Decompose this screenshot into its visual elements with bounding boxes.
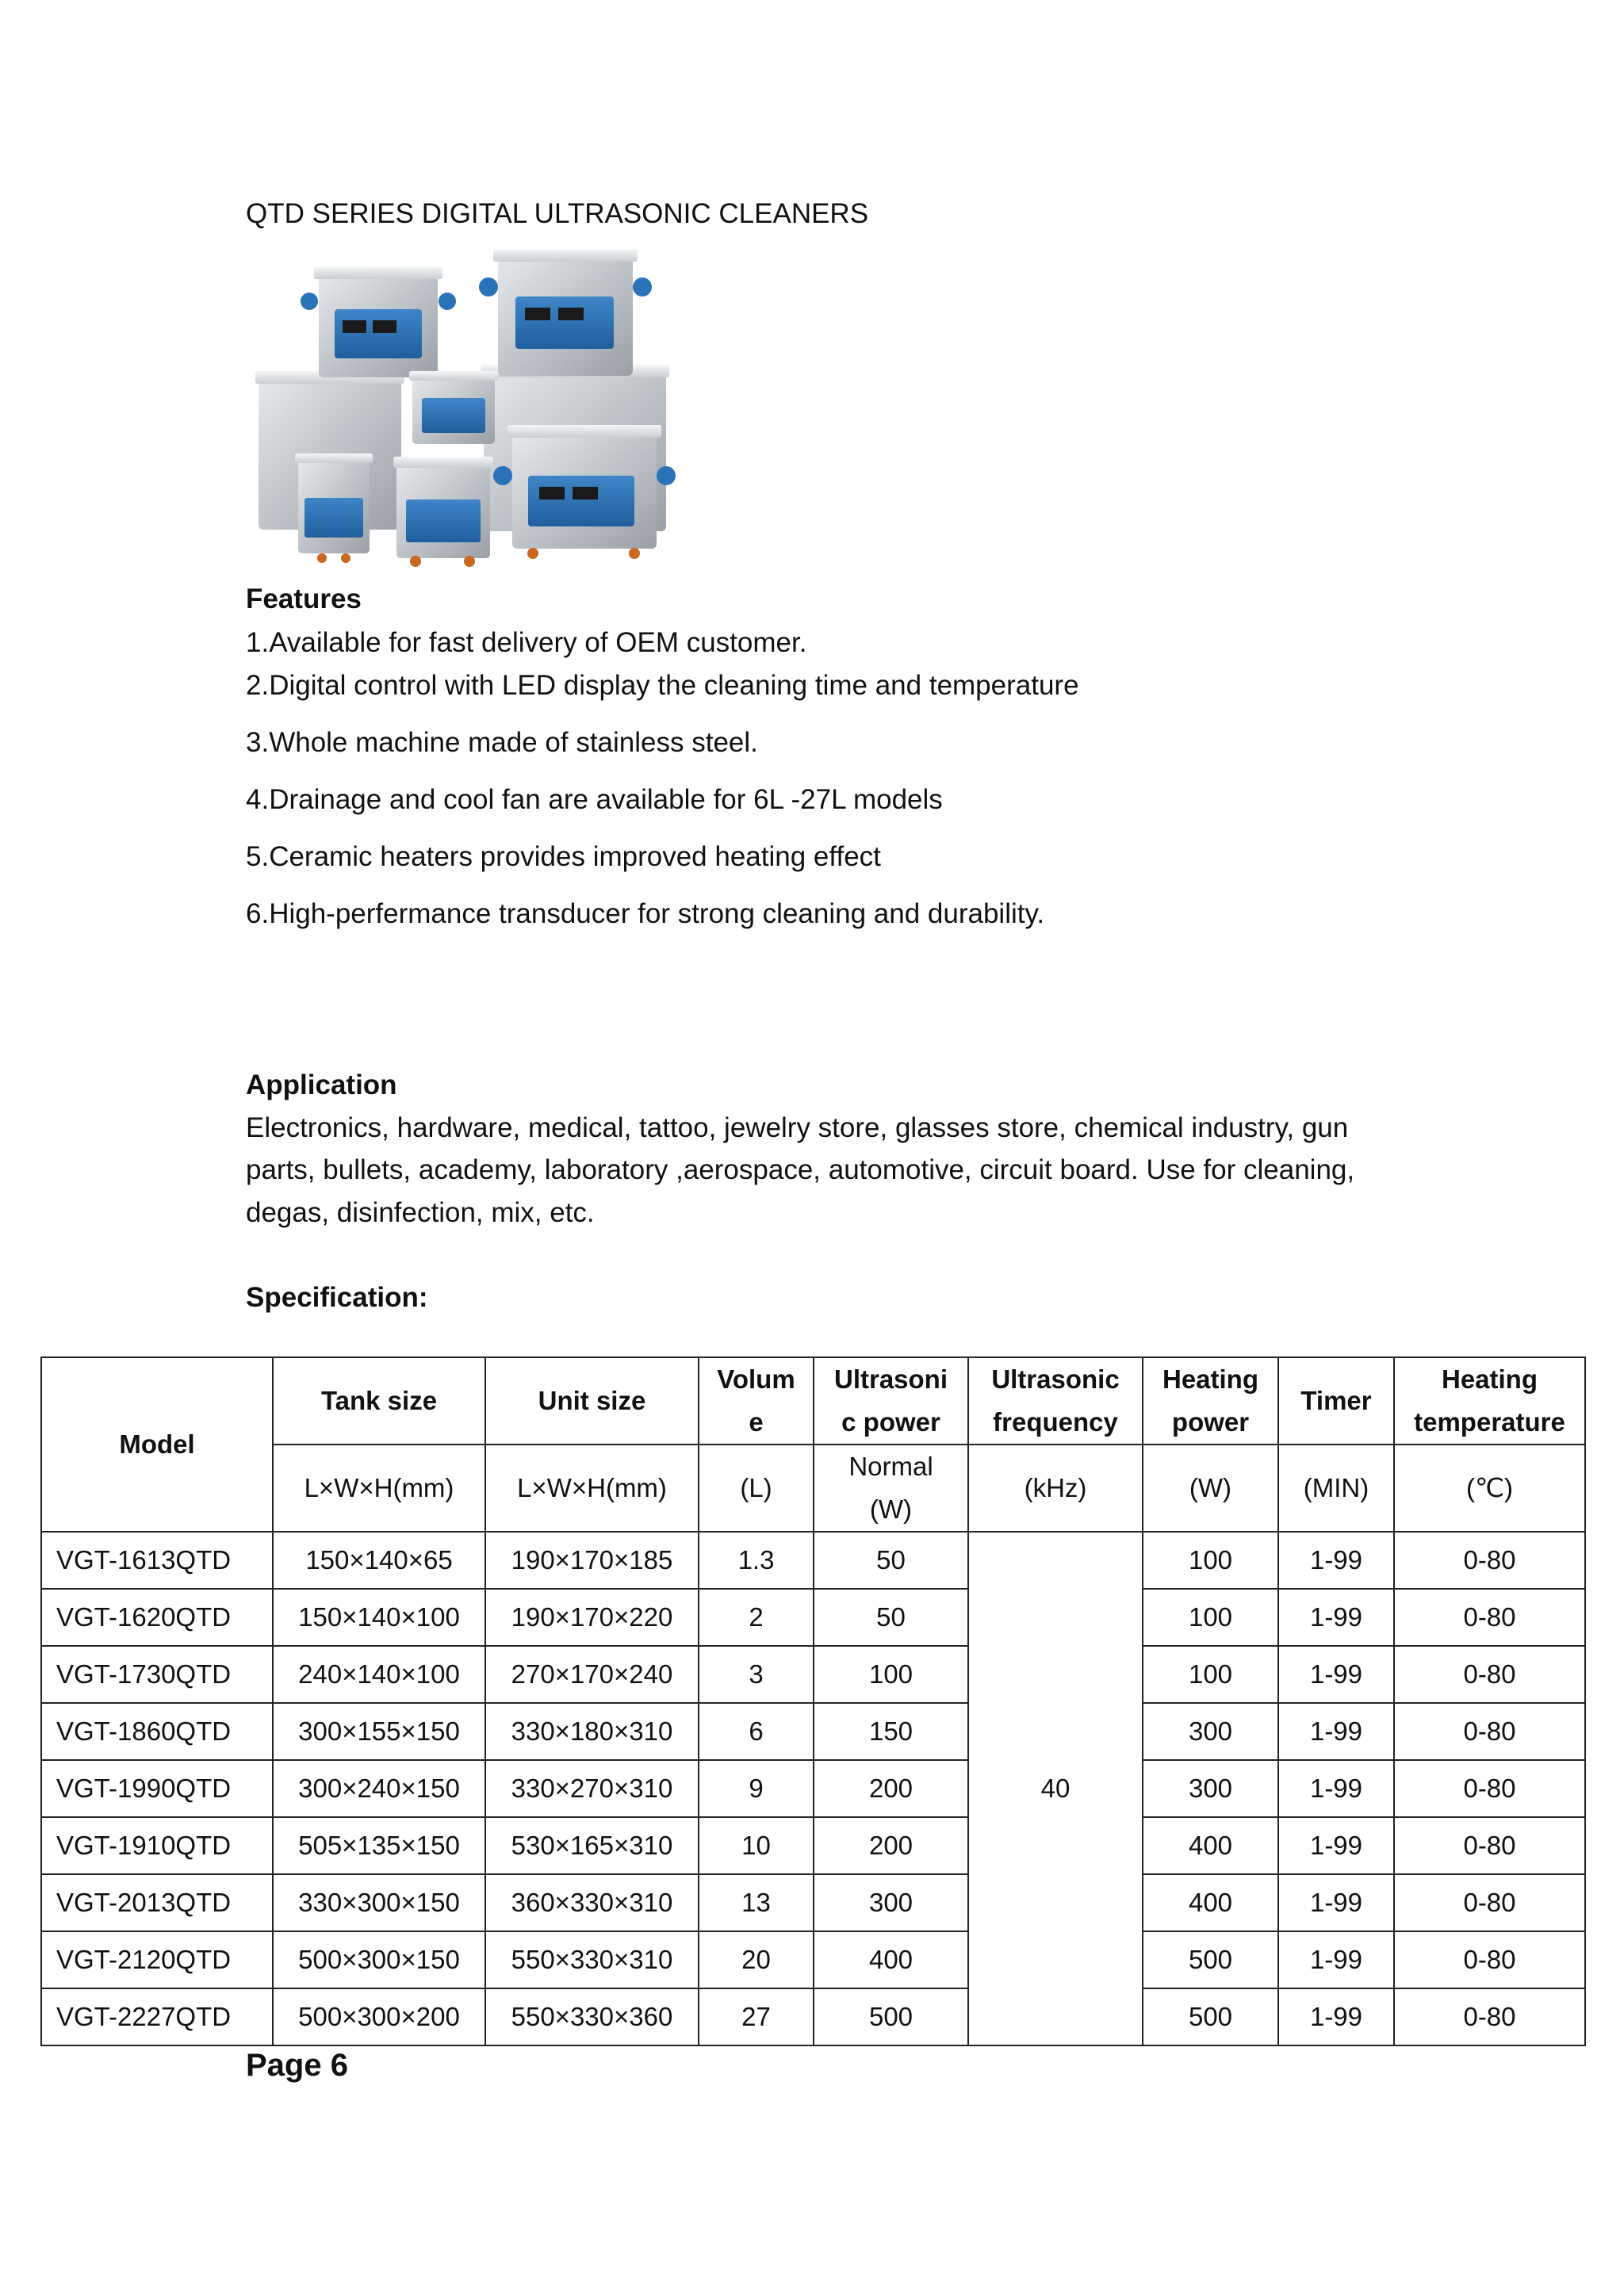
cell-tank: 150×140×100	[273, 1589, 485, 1646]
cell-power: 500	[814, 1988, 968, 2045]
header-power-line2: c power	[841, 1407, 940, 1437]
cell-unit: 330×180×310	[485, 1703, 699, 1760]
cell-unit: 550×330×360	[485, 1988, 699, 2045]
table-row	[41, 1874, 1585, 1931]
cell-heat: 500	[1143, 1988, 1278, 2045]
table-row	[41, 1988, 1585, 2045]
specification-table	[40, 1357, 1586, 2046]
cell-timer: 1-99	[1278, 1760, 1394, 1817]
cell-volume: 9	[699, 1760, 814, 1817]
application-text-line: parts, bullets, academy, laboratory ,aerospace, automotive, circuit board. Use for cleaning,	[246, 1154, 1355, 1185]
unit-timer: (MIN)	[1278, 1445, 1394, 1532]
cell-volume: 6	[699, 1703, 814, 1760]
cell-volume: 1.3	[699, 1532, 814, 1589]
cell-timer: 1-99	[1278, 1817, 1394, 1874]
cell-heat: 500	[1143, 1931, 1278, 1988]
product-photo	[246, 246, 687, 572]
cell-heat: 400	[1143, 1817, 1278, 1874]
specification-heading: Specification:	[246, 1282, 428, 1313]
cell-temp: 0-80	[1394, 1931, 1585, 1988]
header-volume-line1: Volum	[717, 1364, 795, 1394]
cell-temp: 0-80	[1394, 1703, 1585, 1760]
cell-heat: 400	[1143, 1874, 1278, 1931]
header-ultrasonic-frequency	[968, 1357, 1143, 1445]
header-heat-line2: power	[1171, 1407, 1250, 1437]
cell-timer: 1-99	[1278, 1988, 1394, 2045]
cell-temp: 0-80	[1394, 1817, 1585, 1874]
cell-model: VGT-2120QTD	[41, 1931, 273, 1988]
application-heading: Application	[246, 1070, 397, 1100]
cell-model: VGT-2013QTD	[41, 1874, 273, 1931]
header-power-line1: Ultrasoni	[833, 1364, 948, 1394]
unit-tank-size: L×W×H(mm)	[273, 1445, 485, 1532]
cell-temp: 0-80	[1394, 1532, 1585, 1589]
cell-volume: 3	[699, 1646, 814, 1703]
cell-timer: 1-99	[1278, 1646, 1394, 1703]
cell-unit: 330×270×310	[485, 1760, 699, 1817]
header-volume-line2: e	[749, 1407, 764, 1437]
table-row	[41, 1589, 1585, 1646]
table-row	[41, 1931, 1585, 1988]
cell-heat: 300	[1143, 1760, 1278, 1817]
header-timer: Timer	[1278, 1357, 1394, 1445]
cell-model: VGT-1620QTD	[41, 1589, 273, 1646]
cell-volume: 27	[699, 1988, 814, 2045]
cell-frequency: 40	[968, 1532, 1143, 2045]
header-heating-temperature	[1394, 1357, 1585, 1445]
cell-tank: 505×135×150	[273, 1817, 485, 1874]
cell-temp: 0-80	[1394, 1646, 1585, 1703]
cell-temp: 0-80	[1394, 1760, 1585, 1817]
cell-unit: 190×170×220	[485, 1589, 699, 1646]
cell-unit: 530×165×310	[485, 1817, 699, 1874]
header-unit-size: Unit size	[485, 1357, 699, 1445]
cell-model: VGT-1910QTD	[41, 1817, 273, 1874]
cell-power: 200	[814, 1817, 968, 1874]
application-text-line: Electronics, hardware, medical, tattoo, jewelry store, glasses store, chemical industry, gun	[246, 1112, 1349, 1143]
unit-volume: (L)	[699, 1445, 814, 1532]
header-freq-line2: frequency	[993, 1407, 1118, 1437]
page-number: Page 6	[246, 2048, 348, 2083]
unit-heating-power: (W)	[1143, 1445, 1278, 1532]
header-model: Model	[41, 1357, 273, 1532]
cell-model: VGT-1730QTD	[41, 1646, 273, 1703]
cell-timer: 1-99	[1278, 1589, 1394, 1646]
cell-model: VGT-1613QTD	[41, 1532, 273, 1589]
cell-tank: 240×140×100	[273, 1646, 485, 1703]
cell-power: 50	[814, 1532, 968, 1589]
unit-unit-size: L×W×H(mm)	[485, 1445, 699, 1532]
cell-tank: 300×155×150	[273, 1703, 485, 1760]
cell-temp: 0-80	[1394, 1874, 1585, 1931]
feature-item: 2.Digital control with LED display the cleaning time and temperature	[246, 670, 1079, 701]
table-row	[41, 1646, 1585, 1703]
cell-volume: 13	[699, 1874, 814, 1931]
cell-power: 50	[814, 1589, 968, 1646]
cell-heat: 100	[1143, 1532, 1278, 1589]
header-heating-power	[1143, 1357, 1278, 1445]
cell-tank: 500×300×150	[273, 1931, 485, 1988]
page-title: QTD SERIES DIGITAL ULTRASONIC CLEANERS	[246, 198, 869, 229]
cell-unit: 190×170×185	[485, 1532, 699, 1589]
feature-item: 4.Drainage and cool fan are available for 6L -27L models	[246, 784, 943, 815]
table-row	[41, 1760, 1585, 1817]
application-text-line: degas, disinfection, mix, etc.	[246, 1197, 595, 1228]
table-row	[41, 1703, 1585, 1760]
cell-model: VGT-2227QTD	[41, 1988, 273, 2045]
cell-power: 200	[814, 1760, 968, 1817]
features-heading: Features	[246, 584, 362, 614]
feature-item: 6.High-perfermance transducer for strong cleaning and durability.	[246, 898, 1045, 929]
header-heat-line1: Heating	[1162, 1364, 1258, 1394]
cell-power: 100	[814, 1646, 968, 1703]
table-row	[41, 1817, 1585, 1874]
cell-power: 300	[814, 1874, 968, 1931]
feature-item: 5.Ceramic heaters provides improved heating effect	[246, 841, 881, 872]
header-temp-line1: Heating	[1441, 1364, 1538, 1394]
header-ultrasonic-power	[814, 1357, 968, 1445]
cell-volume: 10	[699, 1817, 814, 1874]
cell-timer: 1-99	[1278, 1874, 1394, 1931]
unit-frequency: (kHz)	[968, 1445, 1143, 1532]
feature-item: 1.Available for fast delivery of OEM customer.	[246, 627, 807, 658]
cell-temp: 0-80	[1394, 1589, 1585, 1646]
cell-heat: 300	[1143, 1703, 1278, 1760]
cell-power: 400	[814, 1931, 968, 1988]
unit-power-line2: (W)	[869, 1494, 913, 1524]
table-row	[41, 1532, 1585, 1589]
cell-tank: 330×300×150	[273, 1874, 485, 1931]
cell-volume: 20	[699, 1931, 814, 1988]
cell-unit: 550×330×310	[485, 1931, 699, 1988]
cell-tank: 150×140×65	[273, 1532, 485, 1589]
header-tank-size: Tank size	[273, 1357, 485, 1445]
cell-timer: 1-99	[1278, 1931, 1394, 1988]
cell-tank: 500×300×200	[273, 1988, 485, 2045]
cell-unit: 360×330×310	[485, 1874, 699, 1931]
cell-volume: 2	[699, 1589, 814, 1646]
header-volume	[699, 1357, 814, 1445]
cell-temp: 0-80	[1394, 1988, 1585, 2045]
cell-model: VGT-1860QTD	[41, 1703, 273, 1760]
cell-power: 150	[814, 1703, 968, 1760]
cell-unit: 270×170×240	[485, 1646, 699, 1703]
cell-timer: 1-99	[1278, 1703, 1394, 1760]
cell-heat: 100	[1143, 1589, 1278, 1646]
cell-heat: 100	[1143, 1646, 1278, 1703]
cell-tank: 300×240×150	[273, 1760, 485, 1817]
unit-power	[814, 1445, 968, 1532]
cell-timer: 1-99	[1278, 1532, 1394, 1589]
unit-power-line1: Normal	[848, 1452, 933, 1481]
cell-model: VGT-1990QTD	[41, 1760, 273, 1817]
header-temp-line2: temperature	[1414, 1407, 1565, 1437]
feature-item: 3.Whole machine made of stainless steel.	[246, 727, 758, 758]
unit-temperature: (℃)	[1394, 1445, 1585, 1532]
header-freq-line1: Ultrasonic	[991, 1364, 1120, 1394]
